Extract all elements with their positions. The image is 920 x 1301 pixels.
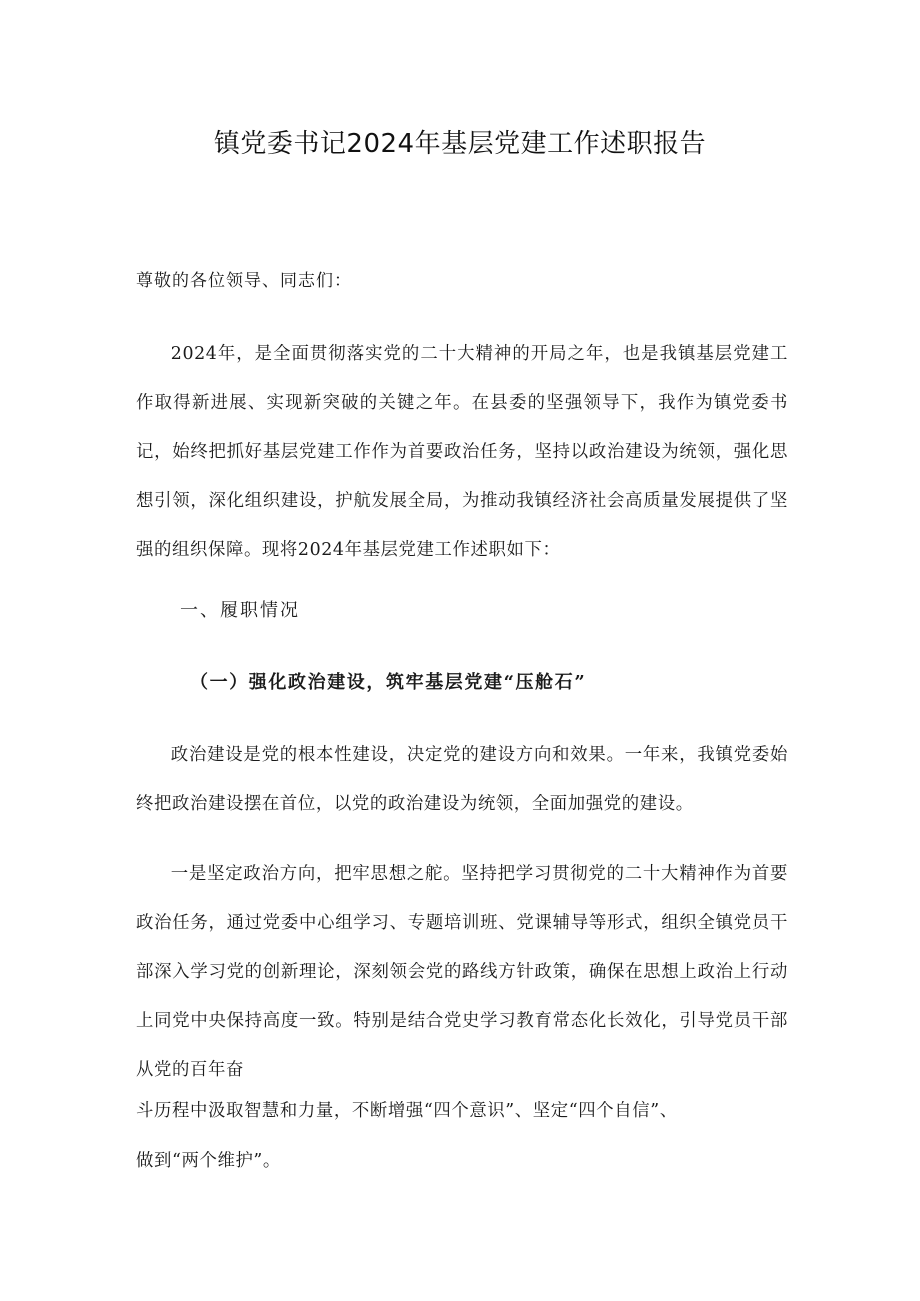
subsection-heading-political-construction: （一）强化政治建设，筑牢基层党建“压舱石” — [190, 672, 587, 693]
point-one-paragraph: 一是坚定政治方向，把牢思想之舵。坚持把学习贯彻党的二十大精神作为首要政治任务，通过党委中心组学习、专题培训班、党课辅导等形式，组织全镇党员干部深入学习党的创新理论，深刻领会党的路线方针政策，确保在思想上政治上行动上同党中央保持高度一致。特别是结合党史学习教育常态化长效化，引导党员干部从党的百年奋 — [136, 864, 788, 1080]
political-construction-paragraph: 政治建设是党的根本性建设，决定党的建设方向和效果。一年来，我镇党委始终把政治建设摆在首位，以党的政治建设为统领，全面加强党的建设。 — [136, 745, 788, 814]
continuation-line: 斗历程中汲取智慧和力量，不断增强“四个意识”、坚定“四个自信”、 — [136, 1101, 678, 1121]
section-heading-performance: 一、履职情况 — [180, 600, 300, 621]
document-title: 镇党委书记2024年基层党建工作述职报告 — [213, 129, 707, 159]
salutation: 尊敬的各位领导、同志们： — [136, 271, 352, 291]
continuation-line-end: 做到“两个维护”。 — [136, 1151, 281, 1171]
intro-paragraph: 2024年，是全面贯彻落实党的二十大精神的开局之年，也是我镇基层党建工作取得新进展、实现新突破的关键之年。在县委的坚强领导下，我作为镇党委书记，始终把抓好基层党建工作作为首要政治任务，坚持以政治建设为统领，强化思想引领，深化组织建设，护航发展全局，为推动我镇经济社会高质量发展提供了坚强的组织保障。现将2024年基层党建工作述职如下： — [136, 344, 788, 560]
